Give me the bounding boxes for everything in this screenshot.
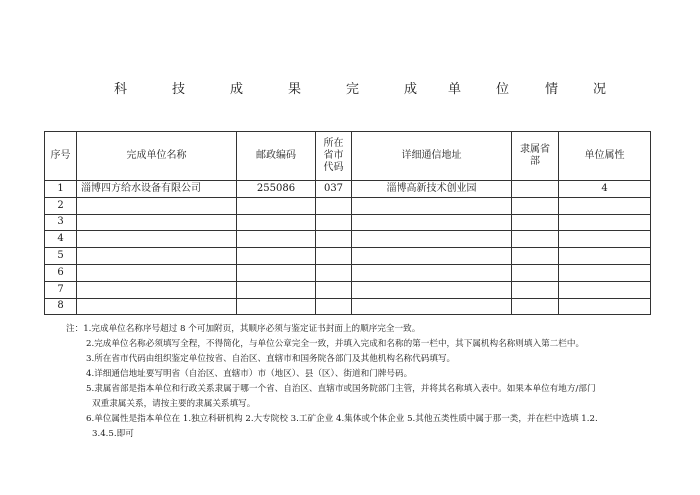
table-row [45,214,651,231]
title-char: 完 [346,82,360,97]
cell-attribute [559,281,651,298]
cell-address: 淄博高新技术创业园 [352,181,512,198]
cell-postcode [237,264,316,281]
cell-postcode [237,197,316,214]
title-char: 果 [288,82,302,97]
cell-address [352,281,512,298]
note-6-continued: 3.4.5.即可 [92,429,134,439]
completion-units-table [44,131,651,315]
title-char: 成 [230,82,244,97]
table-row [45,248,651,265]
document-title [0,78,700,98]
header-address: 详细通信地址 [352,132,512,181]
cell-address [352,264,512,281]
header-city-code [316,132,352,181]
cell-seq: 6 [45,264,77,281]
cell-attribute [559,248,651,265]
cell-attribute: 4 [559,181,651,198]
cell-address [352,248,512,265]
cell-city-code [316,298,352,315]
cell-seq: 3 [45,214,77,231]
cell-postcode [237,248,316,265]
header-seq: 序号 [45,132,77,181]
header-attribute: 单位属性 [559,132,651,181]
note-5: 5.隶属省部是指本单位和行政关系隶属于哪一个省、自治区、直辖市或国务院部门主管，并将其名称填入表中。如果本单位有地方/部门 [86,384,596,394]
cell-address [352,298,512,315]
note-4: 4.详细通信地址要写明省（自治区、直辖市）市（地区）、县（区）、街道和门牌号码。 [86,369,413,379]
cell-city-code [316,264,352,281]
cell-ministry [512,231,559,248]
cell-ministry [512,281,559,298]
cell-city-code [316,281,352,298]
note-2: 2.完成单位名称必须填写全程，不得简化，与单位公章完全一致，并填入完成和名称的第一栏中，其下属机构名称则填入第二栏中。 [86,339,585,349]
cell-seq: 4 [45,231,77,248]
cell-unit-name [77,281,237,298]
cell-unit-name [77,197,237,214]
title-char: 科 [114,82,128,97]
cell-seq: 7 [45,281,77,298]
cell-seq: 1 [45,181,77,198]
table-row [45,298,651,315]
cell-ministry [512,214,559,231]
cell-address [352,197,512,214]
header-postcode: 邮政编码 [237,132,316,181]
cell-address [352,231,512,248]
cell-ministry [512,298,559,315]
title-char: 技 [172,82,186,97]
cell-city-code [316,197,352,214]
table-header-row [45,132,651,181]
cell-attribute [559,214,651,231]
table-row [45,181,651,198]
cell-seq: 8 [45,298,77,315]
cell-postcode: 255086 [237,181,316,198]
cell-unit-name [77,298,237,315]
header-unit-name: 完成单位名称 [77,132,237,181]
cell-postcode [237,298,316,315]
header-ministry-line: 隶属省 [520,144,550,155]
cell-ministry [512,264,559,281]
header-city-code-line: 省市 [323,150,344,161]
cell-city-code [316,214,352,231]
header-city-code-line: 所在 [323,138,344,149]
cell-ministry [512,181,559,198]
cell-attribute [559,197,651,214]
title-char: 单 [448,82,462,97]
header-ministry-line: 部 [530,156,540,167]
cell-attribute [559,264,651,281]
cell-seq: 5 [45,248,77,265]
table-row [45,231,651,248]
cell-city-code: 037 [316,181,352,198]
note-1: 注：1.完成单位名称序号超过 8 个可加附页，其顺序必须与鉴定证书封面上的顺序完全一致。 [66,324,421,334]
cell-postcode [237,214,316,231]
header-ministry [512,132,559,181]
header-city-code-line: 代码 [323,162,344,173]
title-char: 情 [545,82,559,97]
table-row [45,264,651,281]
table-row [45,281,651,298]
title-char: 成 [404,82,418,97]
cell-unit-name [77,231,237,248]
table-row [45,197,651,214]
note-6: 6.单位属性是指本单位在 1.独立科研机构 2.大专院校 3.工矿企业 4.集体或个体企业 5.其他五类性质中属于那一类，并在栏中选填 1.2. [86,414,598,424]
cell-address [352,214,512,231]
notes-section [66,322,666,442]
title-char: 况 [593,82,607,97]
cell-postcode [237,281,316,298]
cell-postcode [237,231,316,248]
cell-unit-name [77,264,237,281]
cell-unit-name [77,248,237,265]
cell-ministry [512,197,559,214]
cell-attribute [559,298,651,315]
note-5-continued: 双重隶属关系，请按主要的隶属关系填写。 [92,399,256,409]
cell-ministry [512,248,559,265]
cell-seq: 2 [45,197,77,214]
cell-unit-name: 淄博四方给水设备有限公司 [77,181,237,198]
cell-city-code [316,231,352,248]
cell-city-code [316,248,352,265]
cell-attribute [559,231,651,248]
note-3: 3.所在省市代码由组织鉴定单位按省、自治区、直辖市和国务院各部门及其他机构名称代码填写。 [86,354,456,364]
title-char: 位 [496,82,510,97]
cell-unit-name [77,214,237,231]
